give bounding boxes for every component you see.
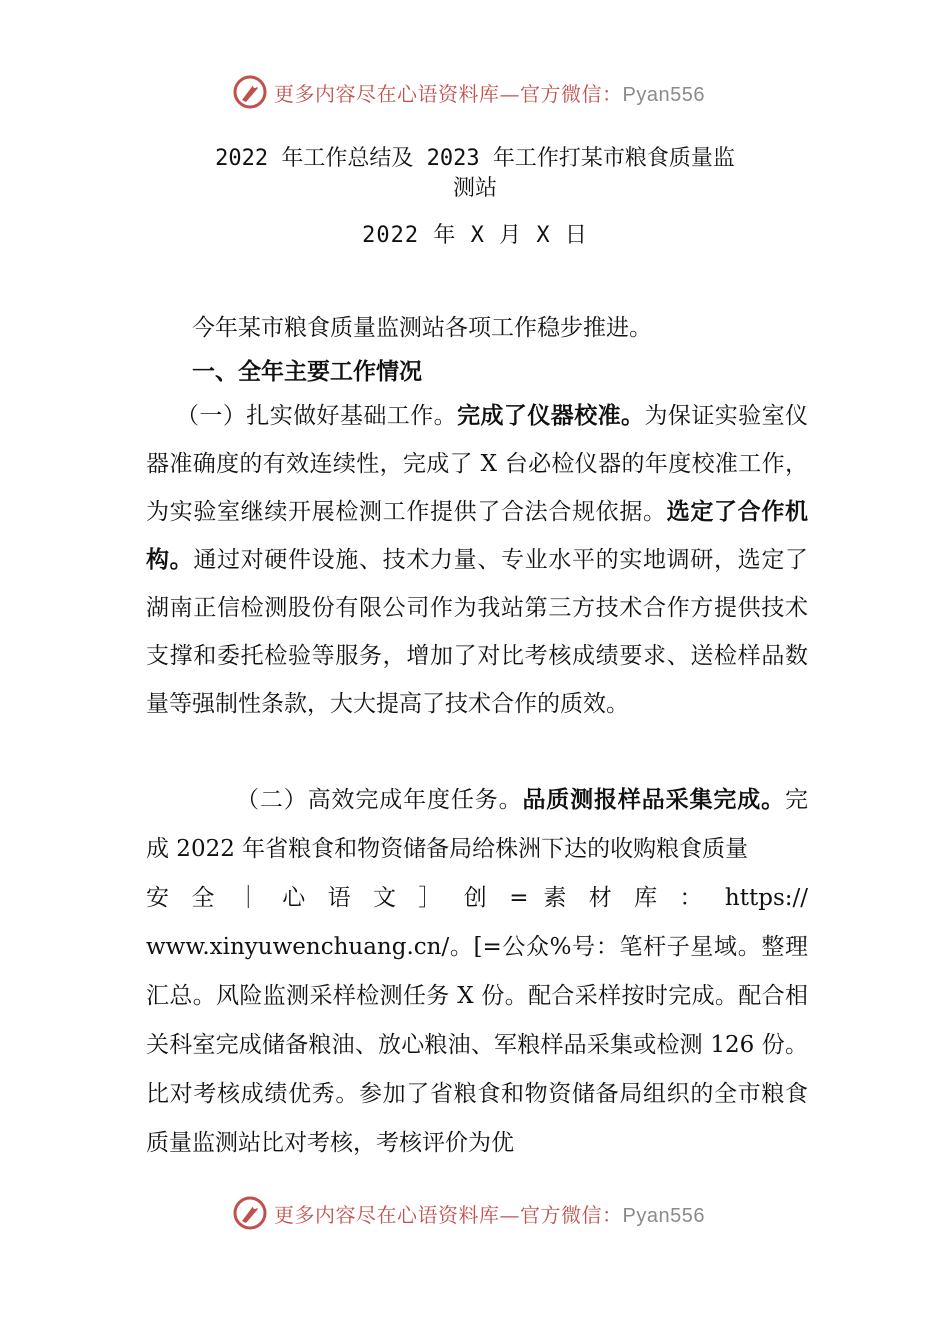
wechat-id: Pyan556 [622,1204,705,1227]
section-heading: 一、全年主要工作情况 [192,359,422,385]
header-banner [232,72,705,112]
bold-phrase: 品质测报样品采集完成。 [522,787,786,813]
watermark-spread-line: 安 全 ｜ 心 语 文 ］ 创 = 素 材 库 ： https:// [146,885,808,911]
pen-nib-logo-icon [232,74,268,110]
banner-text: 更多内容尽在心语资料库—官方微信：Pyan556 [274,81,705,106]
intro-paragraph: 今年某市粮食质量监测站各项工作稳步推进。 [192,315,652,341]
bold-phrase: 完成了仪器校准。 [457,403,645,429]
document-date: 2022 年 X 月 X 日 [362,223,588,248]
bold-phrase: 选定了合作机构。 [146,499,809,573]
document-title: 2022 年工作总结及 2023 年工作打某市粮食质量监 测站 [215,146,735,201]
footer-banner [232,1193,705,1233]
pen-nib-logo-icon [232,1195,268,1231]
section1-paragraph: （一）扎实做好基础工作。完成了仪器校准。为保证实验室仪器准确度的有效连续性，完成了 X 台必检仪器的年度校准工作，为实验室继续开展检测工作提供了合法合规依据。选定了合作机构。通过对硬件设施、技术力量、专业水平的实地调研，选定了湖南正信检测股份有限公司作为我站第三方技术合作方提供技术支撑和委托检验等服务，增加了对比考核成绩要求、送检样品数量等强制性条款，大大提高了技术合作的质效。 [146,403,809,717]
wechat-id: Pyan556 [622,83,705,106]
banner-text: 更多内容尽在心语资料库—官方微信：Pyan556 [274,1202,705,1227]
section2-paragraph: （二）高效完成年度任务。品质测报样品采集完成。完成 2022 年省粮食和物资储备局给株洲下达的收购粮食质量 安 全 ｜ 心 语 文 ］ 创 = 素 材 库 ： https:// www.xinyuwenchuang.cn/。[=公众%号：笔杆子星域。整理汇总。风险监测采样检测任务 X 份。配合采样按时完成。配合相关科室完成储备粮油、放心粮油、军粮样品采集或检测 126 份。比对考核成绩优秀。参加了省粮食和物资储备局组织的全市粮食质量监测站比对考核，考核评价为优 [146,787,809,1156]
